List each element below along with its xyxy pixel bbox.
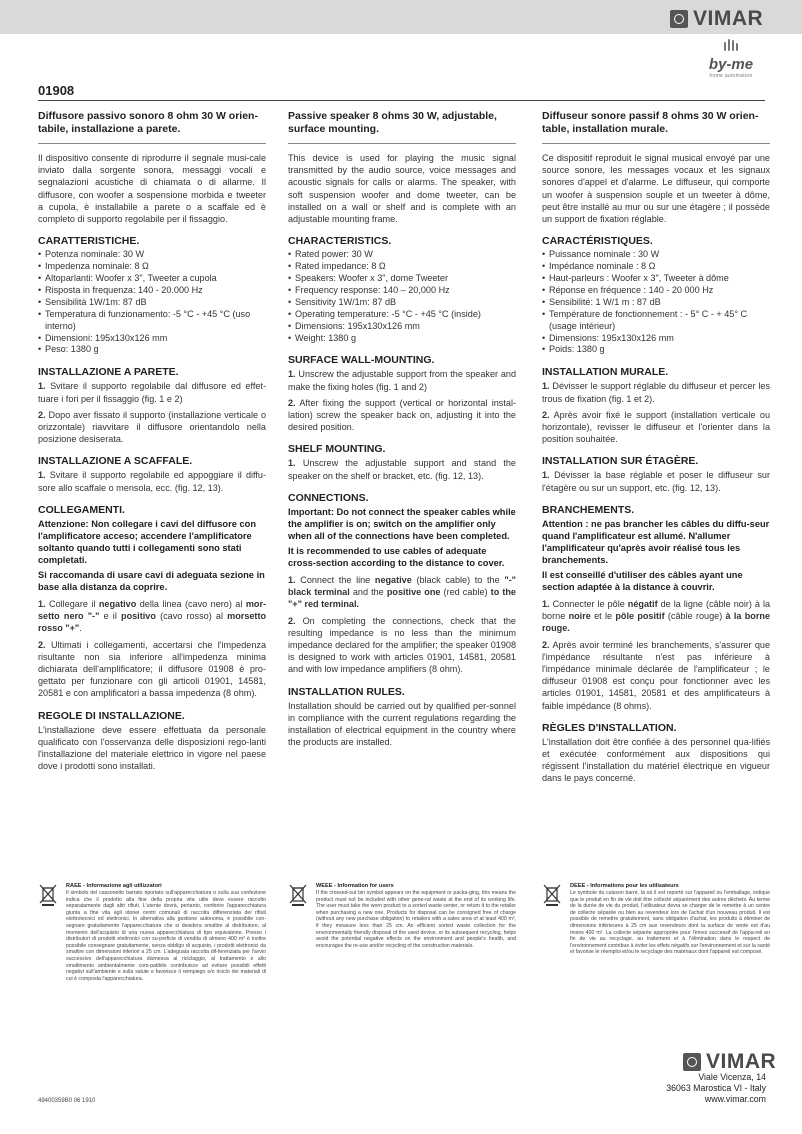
weee-text: Le symbole du caisson barré, là où il est reporté sur l'appareil ou l'emballage, indique que le produit en fin de vie doit être collecté séparément des autres déchets. Au terme de la durée de vie du produit, l'utilisateur devra se charger de le remettre à un centre de collecte séparée ou bien au revendeur lors de l'achat d'un nouveau produit. Il est possible de remettre gratuitement, sans obligation d'achat, les produits à éliminer de dimensions inférieures à 25 cm aux revendeurs dont la surface de vente est d'au moins 400 m². La collecte séparée appropriée pour l'envoi successif de l'appa-reil en fin de vie au recyclage, au traitement et à l'élimination dans le respect de l'environnement contribue à éviter les effets négatifs sur l'environnement et sur la santé et favorise le réemploi et/ou le recyclage des matériaux dont l'appareil est composé. xyxy=(570,890,770,956)
installation-rules-heading: INSTALLATION RULES. xyxy=(288,685,405,698)
crossed-bin-icon xyxy=(38,883,58,907)
cable-recommendation: Si raccomanda di usare cavi di adeguata sezione in base alla distanza da coprire. xyxy=(38,569,265,592)
step-text: Svitare il supporto regolabile ed appoggiare il diffu-sore allo scaffale o mensola, ecc. (fig. 12, 13). xyxy=(38,470,267,493)
feature-item: • Peso: 1380 g xyxy=(38,344,266,356)
crossed-bin-icon xyxy=(288,883,308,907)
step-text: Après avoir terminé les branchements, s'assurer que l'impédance résultante n'est pas inférieure à l'impédance minimale déclarée de l'amplificateur ; le diffuseur 01908 est conçu pour fonctionner avec les articles 01901, 14581, 20581 et des amplificateurs à faible impédance (8 ohms). xyxy=(542,639,770,711)
address-street: Viale Vicenza, 14 xyxy=(698,1072,766,1082)
wall-mount-heading: INSTALLATION MURALE. xyxy=(542,366,669,379)
byme-subtitle: home automation xyxy=(709,73,753,79)
weee-title: RAEE - Informazione agli utilizzatori xyxy=(66,883,162,889)
wall-mount-step-2 xyxy=(38,409,266,446)
feature-item: • Sensibilità 1W/1m: 87 dB xyxy=(38,297,266,309)
feature-item: • Altoparlanti: Woofer x 3", Tweeter a cupola xyxy=(38,273,266,285)
weee-title: DEEE - Informations pour les utilisateurs xyxy=(570,883,679,889)
feature-item: • Speakers: Woofer x 3", dome Tweeter xyxy=(288,273,516,285)
step-number: 2. xyxy=(542,409,550,420)
byme-logo xyxy=(698,38,764,79)
characteristics-heading: CARACTÉRISTIQUES. xyxy=(542,235,653,248)
step-number: 1. xyxy=(38,470,46,481)
step-number: 1. xyxy=(542,599,550,610)
vimar-logo-header xyxy=(670,7,763,31)
wall-mount-heading: SURFACE WALL-MOUNTING. xyxy=(288,354,435,367)
step-text: Svitare il supporto regolabile dal diffusore ed effet-tuare i fori per il fissaggio (fig. 1 e 2) xyxy=(38,381,266,404)
feature-item: • Risposta in frequenza: 140 - 20.000 Hz xyxy=(38,285,266,297)
feature-item: • Impédance nominale : 8 Ω xyxy=(542,261,770,273)
vimar-logo-footer xyxy=(683,1050,776,1074)
step-text: Dévisser le support réglable du diffuseur et percer les trous de fixation (fig. 1 et 2). xyxy=(542,381,770,404)
step-text: Dopo aver fissato il supporto (installazione verticale o orizzontale) riavvitare il diffusore orientandolo nella posizione desiserata. xyxy=(38,409,267,445)
step-number: 1. xyxy=(288,369,296,380)
feature-list xyxy=(542,249,770,356)
weee-title: WEEE - Information for users xyxy=(316,883,394,889)
address-city: 36063 Marostica VI - Italy xyxy=(666,1083,766,1093)
feature-item: • Dimensions: 195x130x126 mm xyxy=(288,321,516,333)
intro-text: Il dispositivo consente di riprodurre il segnale musi-cale inviato dalla sorgente sonora, messaggi vocali e segnalazioni acustiche di chiamata o di allarme. Il diffusore, con woofer a sospensione morbida e tweeter a cupola, è installabile a parete o a scaffale ed è completo di supporto regolabile per il fissaggio. xyxy=(38,153,266,225)
feature-item: • Rated impedance: 8 Ω xyxy=(288,261,516,273)
shelf-mount-step-1 xyxy=(542,469,770,493)
step-number: 2. xyxy=(38,639,46,650)
step-text: Ultimati i collegamenti, accertarsi che l'impedenza risultante non sia inferiore all'impedenza minima dichiarata dell'amplificatore; il diffusore 01908 è pro-gettato per funzionare con gli articoli 01901, 14581, 20581 e con amplificatori a bassa impedenza (8 ohm). xyxy=(38,639,267,699)
intro-text: This device is used for playing the music signal transmitted by the audio source, voice messages and acoustic signals for calls or alarms. The speaker, with soft suspension woofer and dome tweeter, can be installed on a wall or shelf and is complete with an adjustable mounting frame. xyxy=(288,153,516,225)
company-address xyxy=(600,1072,766,1105)
feature-item: • Réponse en fréquence : 140 - 20 000 Hz xyxy=(542,285,770,297)
connection-step-1: 1. Connect the line negative (black cable) to the "-" black terminal and the positive one (red cable) to the "+" red terminal. xyxy=(288,574,516,610)
feature-item: • Temperatura di funzionamento: -5 °C - +45 °C (uso interno) xyxy=(38,309,266,333)
feature-item: • Dimensions: 195x130x126 mm xyxy=(542,333,770,345)
brand-name: VIMAR xyxy=(693,7,764,30)
installation-rules-text: Installation should be carried out by qualified per-sonnel in compliance with the current regulations regarding the installation of electrical equipment in the country where the products are installed. xyxy=(288,700,516,748)
weee-text: Il simbolo del cassonetto barrato riportato sull'apparecchiatura o sulla sua confezione indica che il prodotto alla fine della propria vita utile deve essere raccolto separatamente dagli altri rifiuti. L'utente dovrà, pertanto, conferire l'apparecchiatura giunta a fine vita agli idonei centri comunali di raccolta differenziata dei rifiuti elettrotecnici ed elettronici. In alternativa alla gestione autonoma, è possibile con-segnare gratuitamente l'apparecchiatura che si desidera smaltire al distributore, al momento dell'acquisto di una nuova apparecchiatura di tipo equivalente. Presso i distributori di prodotti elettronici con su-perficie di vendita di almeno 400 m² è inoltre possibile consegnare gratuitamente, senza obbligo di acquisto, i prodotti elettronici da smaltire con dimensioni inferiori a 25 cm. L'adeguata raccolta dif-ferenziata per l'avvio successivo dell'apparecchiatura dismessa al riciclaggio, al trattamento e allo smaltimento ambientalmente com-patibile contribuisce ad evitare possibili effetti negativi sull'ambiente e sulla salute e favorisce il reimpiego e/o riciclo dei materiali di cui è composta l'apparecchiatura. xyxy=(66,890,266,982)
feature-list xyxy=(288,249,516,344)
installation-rules-text: L'installazione deve essere effettuata da personale qualificato con l'osservanza delle disposizioni rego-lanti l'installazione del materiale elettrico in vigore nel paese dove i prodotti sono installati. xyxy=(38,724,266,772)
connection-step-1: 1. Connecter le pôle négatif de la ligne (câble noir) à la borne noire et le pôle positif (câble rouge) à la borne rouge. xyxy=(542,599,771,634)
weee-italian xyxy=(38,883,266,982)
byme-title: by-me xyxy=(708,56,754,73)
shelf-mount-step-1 xyxy=(38,469,266,493)
feature-item: • Température de fonctionnement : - 5° C - + 45° C (usage intérieur) xyxy=(542,309,770,333)
column-italian xyxy=(38,110,266,776)
connection-step-2 xyxy=(38,639,266,700)
step-number: 2. xyxy=(542,639,550,650)
feature-item: • Poids: 1380 g xyxy=(542,344,770,356)
product-title: Diffusore passivo sonoro 8 ohm 30 W orien-tabile, installazione a parete. xyxy=(38,110,258,135)
vimar-logo-icon xyxy=(670,10,688,28)
shelf-mount-heading: INSTALLAZIONE A SCAFFALE. xyxy=(38,455,193,468)
intro-text: Ce dispositif reproduit le signal musical envoyé par une source sonore, les messages vocaux et les signaux sonores d'appel et d'alarme. Le diffuseur, qui comporte un woofer à suspension souple et un tweeter à dôme, peut être installé au mur ou sur une étagère ; il possède un support de fixation réglable. xyxy=(542,153,770,225)
characteristics-heading: CHARACTERISTICS. xyxy=(288,235,392,248)
feature-item: • Potenza nominale: 30 W xyxy=(38,249,266,261)
feature-item: • Sensibilité: 1 W/1 m : 87 dB xyxy=(542,297,770,309)
feature-item: • Frequency response: 140 – 20,000 Hz xyxy=(288,285,516,297)
step-text: On completing the connections, check that the resulting impedance is no less than the minimum impedance declared for the amplifier; the speaker 01908 is designed to work with articles 01901, 14581, 20581 and with low impedance amplifiers (8 ohm). xyxy=(288,615,516,675)
title-divider xyxy=(38,143,266,144)
connections-warning: Important: Do not connect the speaker cables while the amplifier is on; switch on the amplifier only when all of the connections have been completed. xyxy=(288,506,516,542)
step-number: 1. xyxy=(288,574,296,585)
weee-french xyxy=(542,883,770,956)
title-divider xyxy=(288,143,516,144)
product-title: Diffuseur sonore passif 8 ohms 30 W orien-table, installation murale. xyxy=(542,110,759,135)
title-divider xyxy=(542,143,770,144)
step-number: 1. xyxy=(288,458,296,469)
connection-step-2 xyxy=(288,615,516,676)
cable-recommendation: It is recommended to use cables of adequate cross-section according to the distance to cover. xyxy=(288,545,505,568)
step-number: 1. xyxy=(38,381,46,392)
feature-list xyxy=(38,249,266,356)
step-number: 1. xyxy=(542,470,550,481)
characteristics-heading: CARATTERISTICHE. xyxy=(38,235,140,248)
column-french xyxy=(542,110,770,789)
step-text: Unscrew the adjustable support and stand the speaker on the shelf or bracket, etc. (fig. 12, 13). xyxy=(288,458,516,481)
cable-recommendation: Il est conseillé d'utiliser des câbles ayant une section adaptée à la distance à couvrir. xyxy=(542,569,743,592)
shelf-mount-heading: SHELF MOUNTING. xyxy=(288,443,386,456)
byme-hand-icon xyxy=(719,38,743,52)
connections-heading: CONNECTIONS. xyxy=(288,491,369,504)
feature-item: • Sensitivity 1W/1m: 87 dB xyxy=(288,297,516,309)
step-text: Unscrew the adjustable support from the speaker and make the fixing holes (fig. 1 and 2) xyxy=(288,369,516,392)
step-number: 2. xyxy=(38,409,46,420)
feature-item: • Rated power: 30 W xyxy=(288,249,516,261)
installation-rules-heading: RÈGLES D'INSTALLATION. xyxy=(542,721,677,734)
connections-heading: BRANCHEMENTS. xyxy=(542,503,635,516)
website: www.vimar.com xyxy=(704,1094,766,1104)
column-english xyxy=(288,110,516,752)
feature-item: • Dimensioni: 195x130x126 mm xyxy=(38,333,266,345)
document-id: 49400359B0 06 1910 xyxy=(38,1098,96,1104)
connections-heading: COLLEGAMENTI. xyxy=(38,503,125,516)
wall-mount-step-2 xyxy=(288,397,516,434)
step-text: Dévisser la base réglable et poser le diffuseur sur l'étagère ou sur un support, etc. (fig. 12, 13). xyxy=(542,470,770,493)
product-title: Passive speaker 8 ohms 30 W, adjustable, surface mounting. xyxy=(288,110,497,135)
feature-item: • Haut-parleurs : Woofer x 3", Tweeter à dôme xyxy=(542,273,770,285)
step-number: 1. xyxy=(542,381,550,392)
product-code: 01908 xyxy=(38,83,75,98)
feature-item: • Puissance nominale : 30 W xyxy=(542,249,770,261)
header-rule xyxy=(38,100,765,101)
step-number: 1. xyxy=(38,599,46,610)
weee-english xyxy=(288,883,516,949)
feature-item: • Weight: 1380 g xyxy=(288,333,516,345)
step-number: 2. xyxy=(288,397,296,408)
connection-step-2 xyxy=(542,639,770,712)
vimar-logo-icon xyxy=(683,1053,701,1071)
connections-warning: Attention : ne pas brancher les câbles du diffu-seur quand l'amplificateur est allumé. N'allumer l'amplificateur qu'après avoir réalisé tous les branchements. xyxy=(542,518,770,566)
installation-rules-text: L'installation doit être confiée à des personnel qua-lifiés et exécutée conformément aux dispositions qui régissent l'installation du matériel électrique en vigueur dans le pays concerné. xyxy=(542,736,770,784)
connections-warning: Attenzione: Non collegare i cavi del diffusore con l'amplificatore acceso; accendere l'amplificatore soltanto quando tutti i collegamenti sono stati completati. xyxy=(38,518,256,566)
brand-name: VIMAR xyxy=(706,1050,777,1073)
step-text: After fixing the support (vertical or horizontal instal-lation) screw the speaker back on, adjusting it into the desired position. xyxy=(288,397,516,433)
feature-item: • Impedenza nominale: 8 Ω xyxy=(38,261,266,273)
wall-mount-step-1 xyxy=(542,380,770,404)
step-number: 2. xyxy=(288,615,296,626)
installation-rules-heading: REGOLE DI INSTALLAZIONE. xyxy=(38,709,185,722)
wall-mount-step-2 xyxy=(542,409,770,446)
shelf-mount-step-1 xyxy=(288,457,516,481)
wall-mount-heading: INSTALLAZIONE A PARETE. xyxy=(38,366,179,379)
step-text: Après avoir fixé le support (installation verticale ou horizontale), revisser le diffuseur et l'orienter dans la position souhaitée. xyxy=(542,409,771,445)
connection-step-1: 1. Collegare il negativo della linea (cavo nero) al mor-setto nero "-" e il positivo (cavo rosso) al morsetto rosso "+". xyxy=(38,599,267,634)
wall-mount-step-1 xyxy=(288,368,516,392)
feature-item: • Operating temperature: -5 °C - +45 °C (inside) xyxy=(288,309,516,321)
wall-mount-step-1 xyxy=(38,380,266,404)
weee-text: If the crossed-out bin symbol appears on the equipment or packa-ging, this means the product must not be included with other gene-ral waste at the end of its working life. The user must take the worn product to a sorted waste center, or return it to the retailer when purchasing a new one. Products for disposal can be consigned free of charge (without any new purchase obligation) to retailers with a sales area of at least 400 m², if they measure less than 25 cm. An efficient sorted waste collection for the environmentally friendly disposal of the used device, or its subsequent recycling, helps avoid the potential negative effects on the environment and people's health, and encourages the re-use and/or recycling of the construction materials. xyxy=(316,890,516,949)
shelf-mount-heading: INSTALLATION SUR ÉTAGÈRE. xyxy=(542,455,699,468)
crossed-bin-icon xyxy=(542,883,562,907)
